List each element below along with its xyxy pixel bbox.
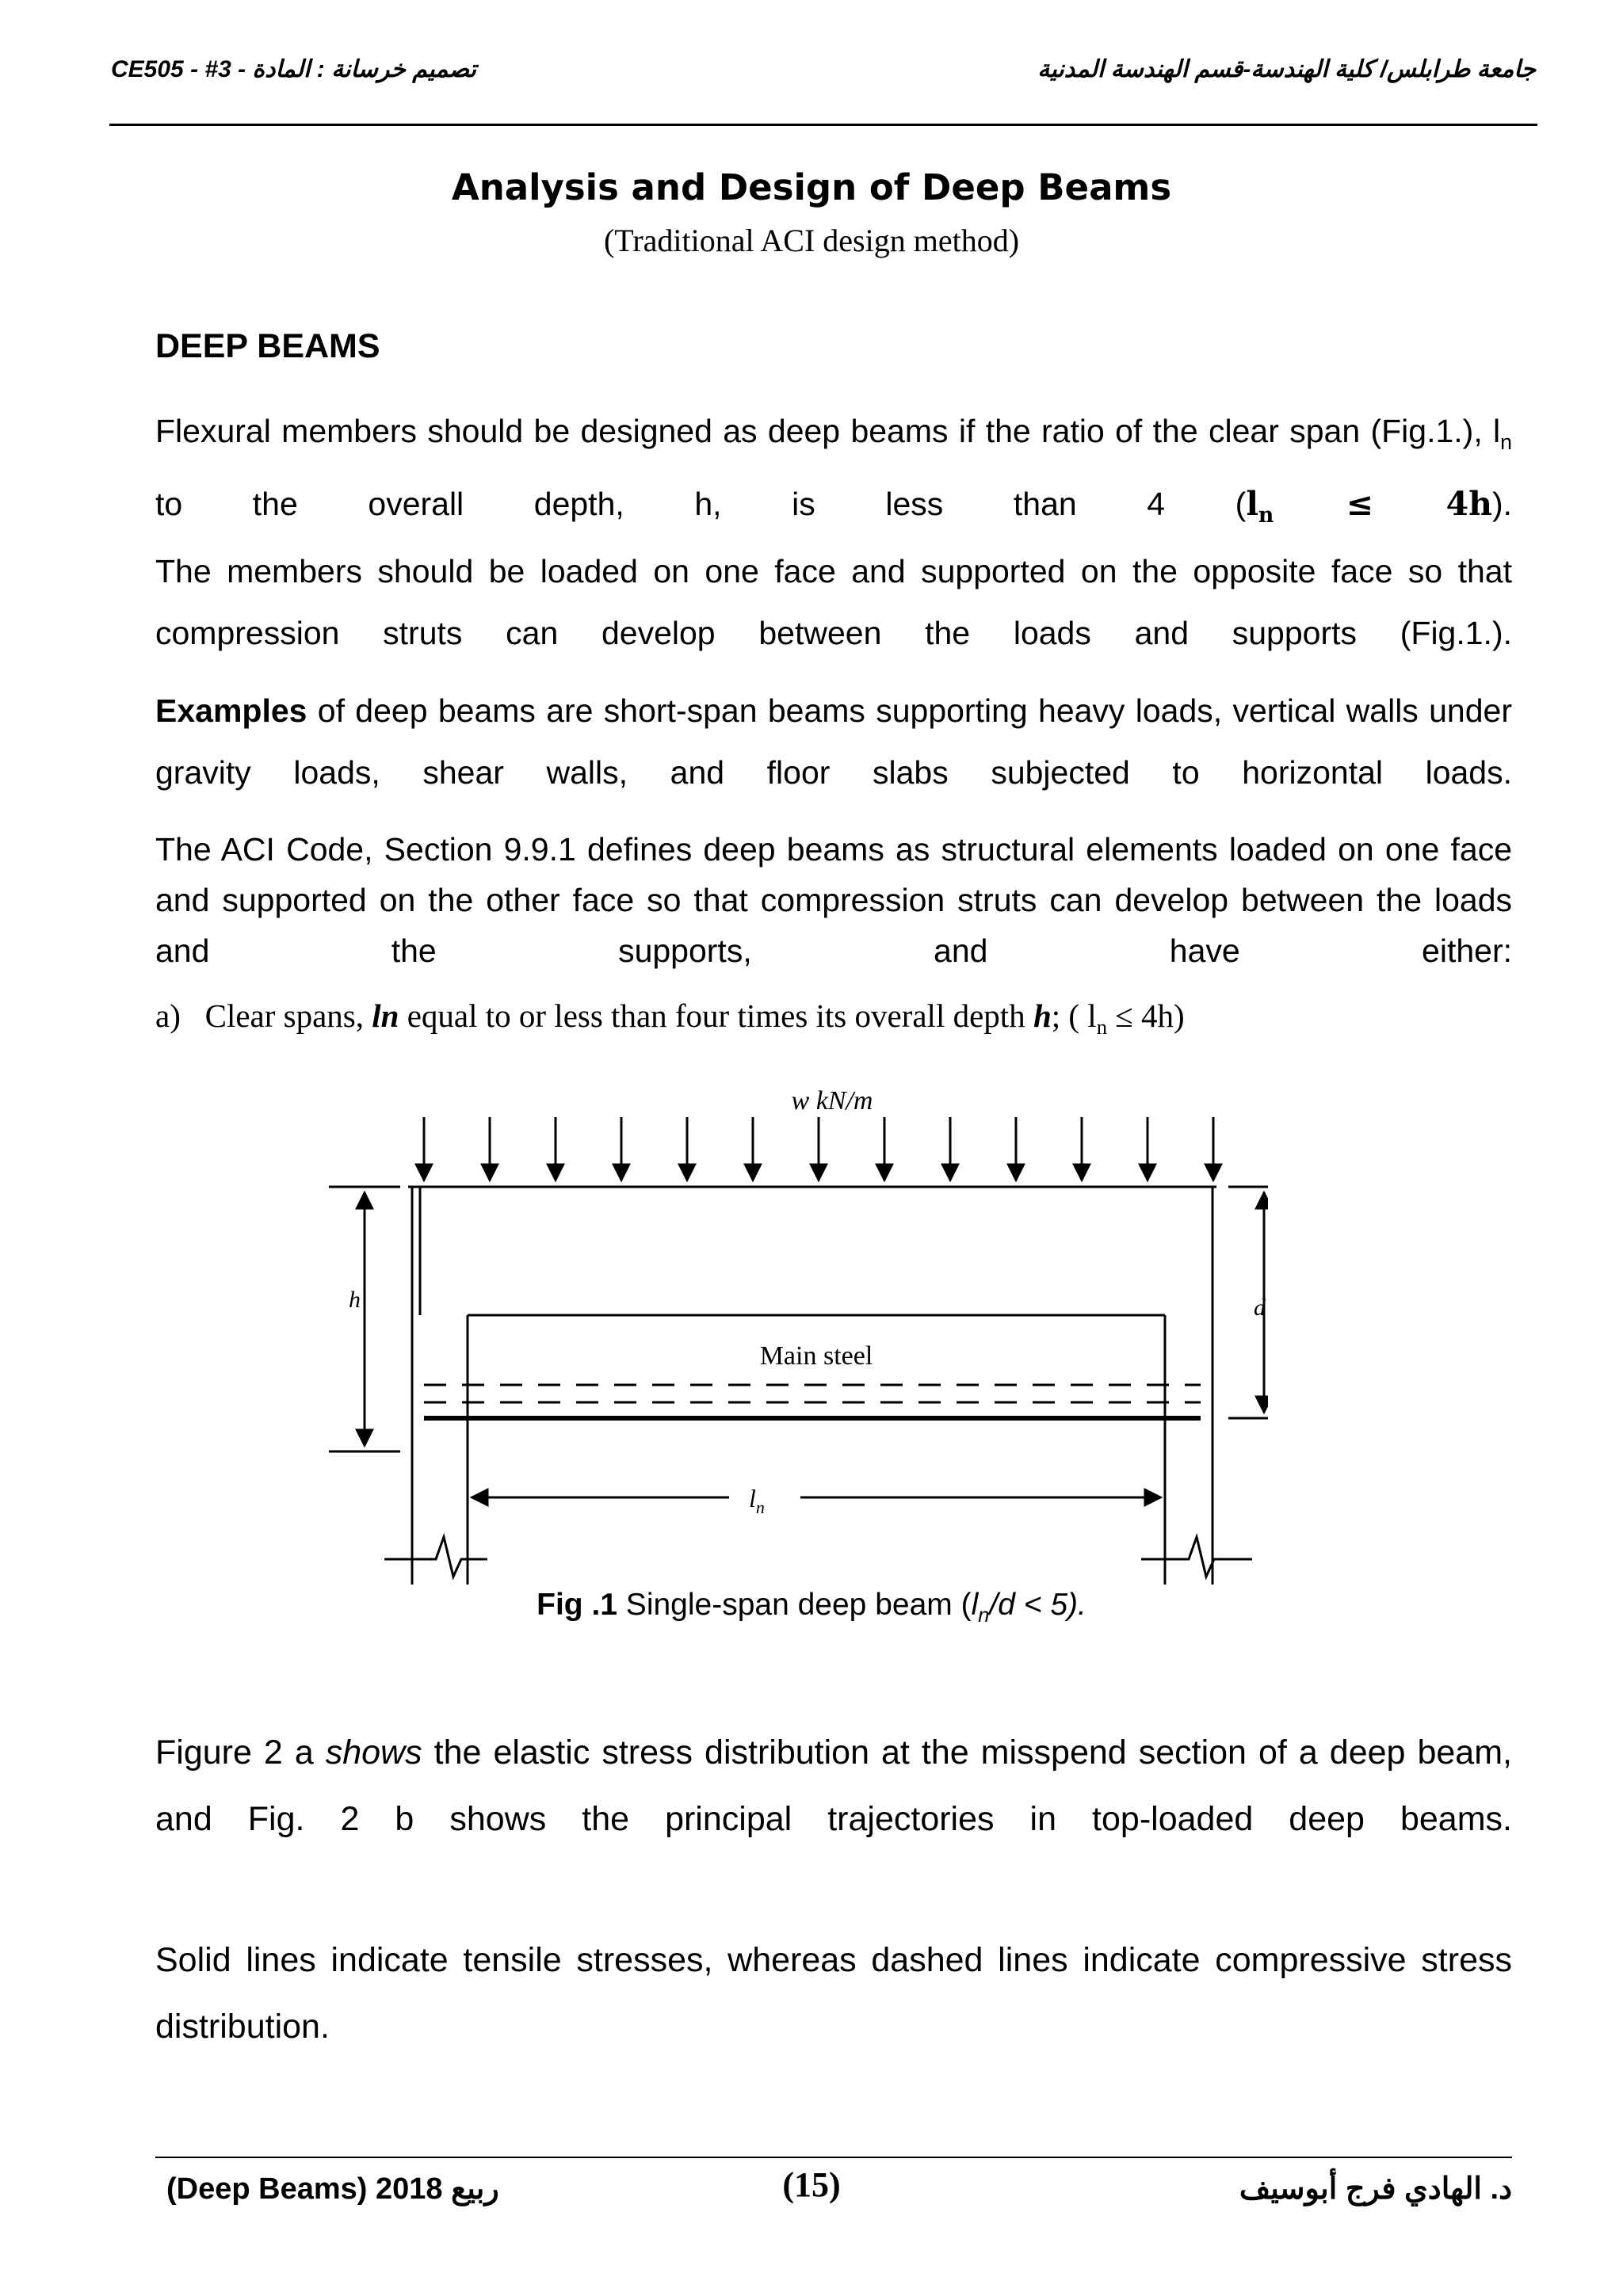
figure-caption: Fig .1 Single-span deep beam $(l_n/d < 5)$. (537, 1588, 1086, 1627)
dimension-h (329, 1187, 400, 1451)
load-arrows (424, 1117, 1213, 1180)
footer-rule (155, 2157, 1512, 2158)
label-h: h (349, 1287, 361, 1313)
header-course: CE505 - #3 - تصميم خرسانة : المادة (111, 56, 476, 82)
main-steel-bars (424, 1385, 1201, 1418)
list-item-a: a) Clear spans, ln equal to or less than four times its overall depth h; ( $l_n \le 4h$) (155, 997, 1185, 1039)
support-break-lines (384, 1537, 1252, 1577)
paragraph-figure2: Figure 2 a shows the elastic stress distribution at the misspend section of a deep beam, and Fig. 2 b shows the principal trajectories in top-loaded deep beams. (155, 1733, 1512, 1838)
label-d: d (1254, 1295, 1266, 1321)
footer-author: د. الهادي فرج أبوسيف (1239, 2172, 1512, 2206)
page-title: Analysis and Design of Deep Beams (451, 166, 1172, 208)
page-number: (15) (782, 2165, 841, 2204)
page-subtitle: (Traditional ACI design method) (603, 223, 1020, 258)
label-ln: $l_n$ (749, 1484, 765, 1517)
section-heading: DEEP BEAMS (155, 327, 380, 365)
footer-course: (Deep Beams) 2018 ربيع (166, 2172, 499, 2206)
paragraph-stress-lines: Solid lines indicate tensile stresses, whereas dashed lines indicate compressive stress distribution. (155, 1941, 1512, 2046)
label-main-steel: Main steel (759, 1341, 873, 1371)
paragraph-aci-code: The ACI Code, Section 9.9.1 defines deep beams as structural elements loaded on one face and supported on the other face so that compression struts can develop between the loads and the supports, and have either: (155, 831, 1512, 969)
header-university: جامعة طرابلس/ كلية الهندسة-قسم الهندسة المدنية (1037, 56, 1536, 82)
paragraph-examples: Examples of deep beams are short-span beams supporting heavy loads, vertical walls under gravity loads, shear walls, and floor slabs subjected to horizontal loads. (155, 692, 1512, 791)
paragraph-loading: The members should be loaded on one face and supported on the opposite face so that compression struts can develop between the loads and supports (Fig.1.). (155, 553, 1512, 651)
paragraph-definition: Flexural members should be designed as deep beams if the ratio of the clear span (Fig.1.), $l_n$ to the overall depth, h, is less than 4 $(l_n \le 4h)$. (155, 413, 1512, 528)
header-rule (109, 124, 1537, 126)
deep-beam-figure (317, 1070, 1268, 1585)
load-label: w kN/m (791, 1086, 873, 1116)
